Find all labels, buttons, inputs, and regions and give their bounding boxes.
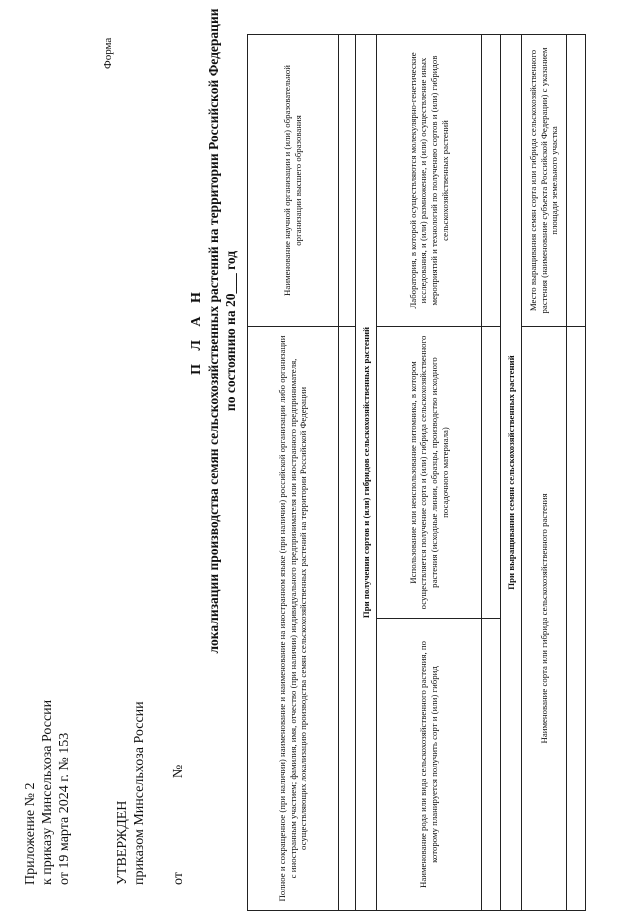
s1-genus-species-value[interactable] (482, 619, 501, 911)
header-organization-value[interactable] (339, 326, 356, 910)
s1-nursery-header: Использование или неиспользование питомника, в котором осуществляется получение сорта и (или) гибрида сельскохозяйственного растения (исходные линии, образцы, производство исходного посадочного материала) (377, 326, 482, 618)
s2-variety-name-header: Наименование сорта или гибрида сельскохозяйственного растения (522, 326, 567, 910)
s1-genus-species-header: Наименование рода или вида сельскохозяйственного растения, по которому планируется получить сорт и (или) гибрид (377, 619, 482, 911)
appendix-line-1: Приложение № 2 (23, 782, 38, 885)
appendix-line-3: от 19 марта 2024 г. № 153 (57, 732, 72, 885)
document-title (188, 8, 239, 654)
s2-growing-place-value[interactable] (567, 34, 586, 326)
appendix-reference (22, 700, 73, 885)
header-science-org-cell: Наименование научной организации и (или) образовательной организации высшего образования (248, 34, 339, 326)
title-line-1: локализации производства семян сельскохозяйственных растений на территории Российской Федерации (206, 8, 221, 654)
s1-laboratory-value[interactable] (482, 34, 501, 326)
approval-number-label: № (171, 764, 186, 779)
header-organization-cell: Полное и сокращенное (при наличии) наименование и наименование на иностранном языке (при наличии) российской организации либо организации с иностранным участием; фамилия, имя, отчество (при наличии) индивидуального предпринимателя или иностранного предпринимателя, осуществляющих локализацию производства семян сельскохозяйственных растений на территории Российской Федерации (248, 326, 339, 910)
s1-laboratory-header: Лаборатория, в которой осуществляются молекулярно-генетические исследования, и (или) размножение, и (или) осуществление иных мероприятий и технологий по получению сортов и (или) гибридов сельскохозяйственных растений (377, 34, 482, 326)
section-varieties-title: При получении сортов и (или) гибридов сельскохозяйственных растений (356, 34, 377, 910)
s2-variety-name-value[interactable] (567, 326, 586, 910)
approval-block (114, 701, 187, 885)
section-seed-growing-title: При выращивании семян сельскохозяйственных растений (501, 34, 522, 910)
plan-table (247, 34, 586, 911)
s2-growing-place-header: Место выращивания семян сорта или гибрида сельскохозяйственного растения (наименование субъекта Российской Федерации) с указанием площади земельного участка (522, 34, 567, 326)
title-line-2: по состоянию на 20___ год (223, 250, 238, 412)
approved-by: приказом Минсельхоза России (132, 701, 147, 885)
approval-date-number (170, 701, 187, 885)
approval-date-label: от (171, 872, 186, 885)
approved-title: УТВЕРЖДЕН (115, 800, 130, 885)
s1-nursery-value[interactable] (482, 326, 501, 618)
header-science-org-value[interactable] (339, 34, 356, 326)
appendix-line-2: к приказу Минсельхоза России (40, 699, 55, 885)
form-label: Форма (102, 37, 114, 69)
title-plan: П Л А Н (189, 287, 204, 375)
